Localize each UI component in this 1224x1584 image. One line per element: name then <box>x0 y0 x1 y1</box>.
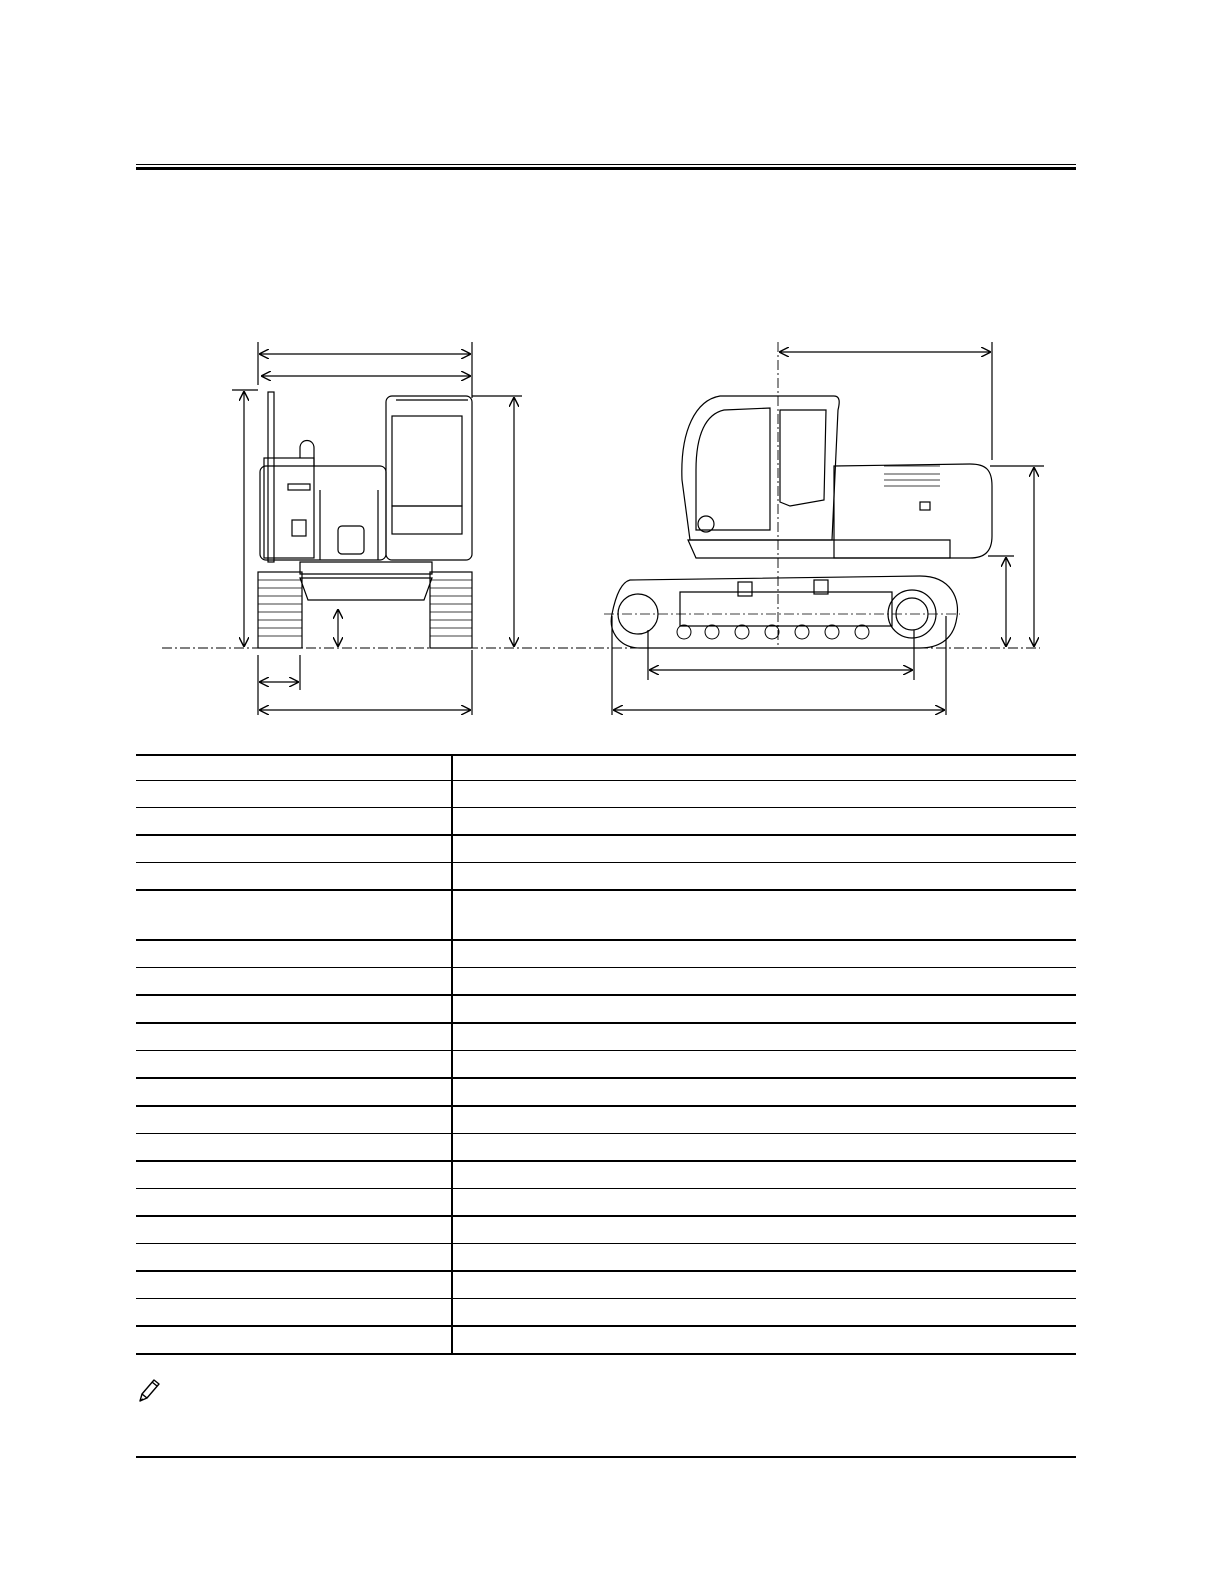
row-value <box>453 1244 1076 1270</box>
row-label <box>136 1079 453 1105</box>
table-row <box>136 1079 1076 1107</box>
table-row <box>136 968 1076 996</box>
row-value <box>453 891 1076 939</box>
row-label <box>136 968 453 994</box>
row-label <box>136 1327 453 1353</box>
side-view <box>604 342 1044 715</box>
row-label <box>136 1299 453 1325</box>
row-label <box>136 1134 453 1160</box>
table-row <box>136 1272 1076 1299</box>
footer-rule <box>136 1456 1076 1458</box>
row-value <box>453 836 1076 862</box>
table-row <box>136 1327 1076 1355</box>
row-value <box>453 754 1076 780</box>
row-label <box>136 808 453 834</box>
row-value <box>453 996 1076 1022</box>
row-value <box>453 1299 1076 1325</box>
table-row <box>136 863 1076 891</box>
excavator-dimension-drawing <box>150 330 1070 730</box>
table-row <box>136 996 1076 1024</box>
table-row <box>136 1299 1076 1327</box>
table-row <box>136 1024 1076 1051</box>
spec-table <box>136 754 1076 1355</box>
row-label <box>136 1162 453 1188</box>
header-rule-thick <box>136 167 1076 170</box>
table-row <box>136 941 1076 968</box>
row-value <box>453 1134 1076 1160</box>
row-label <box>136 996 453 1022</box>
row-label <box>136 1217 453 1243</box>
row-value <box>453 1079 1076 1105</box>
row-value <box>453 1024 1076 1050</box>
row-value <box>453 1272 1076 1298</box>
row-label <box>136 1024 453 1050</box>
table-row <box>136 1217 1076 1244</box>
row-value <box>453 781 1076 807</box>
row-label <box>136 941 453 967</box>
row-label <box>136 1107 453 1133</box>
table-row <box>136 891 1076 941</box>
row-value <box>453 968 1076 994</box>
header-rule-thin <box>136 164 1076 165</box>
row-value <box>453 863 1076 889</box>
table-row <box>136 808 1076 836</box>
row-label <box>136 1244 453 1270</box>
row-label <box>136 1272 453 1298</box>
row-label <box>136 1051 453 1077</box>
row-value <box>453 1327 1076 1353</box>
table-row <box>136 1134 1076 1162</box>
table-row <box>136 1051 1076 1079</box>
row-label <box>136 754 453 780</box>
table-row <box>136 1244 1076 1272</box>
row-value <box>453 1217 1076 1243</box>
row-value <box>453 808 1076 834</box>
row-label <box>136 1189 453 1215</box>
row-value <box>453 1162 1076 1188</box>
row-label <box>136 781 453 807</box>
row-label <box>136 891 453 939</box>
front-view <box>232 342 522 715</box>
row-value <box>453 1107 1076 1133</box>
row-label <box>136 863 453 889</box>
table-row <box>136 1162 1076 1189</box>
row-value <box>453 1189 1076 1215</box>
row-label <box>136 836 453 862</box>
pencil-icon <box>136 1377 162 1405</box>
table-row <box>136 754 1076 781</box>
table-row <box>136 836 1076 863</box>
row-value <box>453 941 1076 967</box>
table-row <box>136 781 1076 808</box>
row-value <box>453 1051 1076 1077</box>
table-row <box>136 1107 1076 1134</box>
table-row <box>136 1189 1076 1217</box>
